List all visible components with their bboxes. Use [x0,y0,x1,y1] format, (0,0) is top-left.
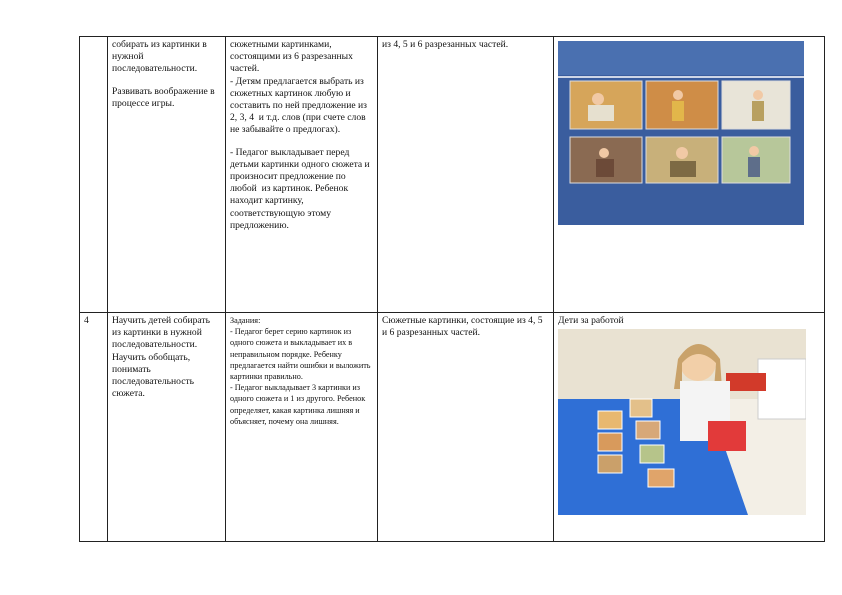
photo-board-with-story-cards [558,41,804,225]
content-text: сюжетными картинками, состоящими из 6 разрезанных частей. - Детям предлагается выбрать из сюжетных картинок любую и составить по ней предложение из 2, 3, 4 и т.д. слов (при счете слов не забывайте о предлогах). [230,39,367,136]
goals-cell [108,313,226,542]
row-number-cell [80,37,108,313]
goals-cell [108,37,226,313]
content-text: Задания: - Педагог берет серию картинок из одного сюжета и выкладывает их в неправильном порядке. Ребенку предлагается найти ошибки и выложить картинки правильно. - Педагог выкладывает 3 картинки из одного сюжета и 1 из другого. Ребенок определяет, какая картинка лишняя и объясняет, почему она лишняя. [230,316,371,426]
row-number: 4 [84,315,89,326]
photo-girl-at-table-with-cards [558,329,806,515]
content-text: - Педагог выкладывает перед детьми картинки одного сюжета и произносит предложение по любой из картинок. Ребенок находит картинку, соответствующую этому предложению. [230,146,373,231]
table-row [80,37,825,313]
photo-cell [554,313,825,542]
content-cell [226,37,378,313]
materials-text: Сюжетные картинки, состоящие из 4, 5 и 6 разрезанных частей. [382,315,545,339]
goals-text: собирать из картинки в нужной последовательности. [112,39,210,75]
photo-cell [554,37,825,313]
row-number-cell [80,313,108,542]
materials-text: из 4, 5 и 6 разрезанных частей. [382,39,509,50]
table-row [80,313,825,542]
materials-cell [378,313,554,542]
materials-cell [378,37,554,313]
content-cell [226,313,378,542]
goals-text: Развивать воображение в процессе игры. [112,85,218,109]
goals-text: Научить детей собирать из картинки в нужной последовательности. Научить обобщать, понимать последовательность сюжета. [112,315,213,400]
photo-caption: Дети за работой [558,315,624,326]
lesson-table [79,36,825,542]
